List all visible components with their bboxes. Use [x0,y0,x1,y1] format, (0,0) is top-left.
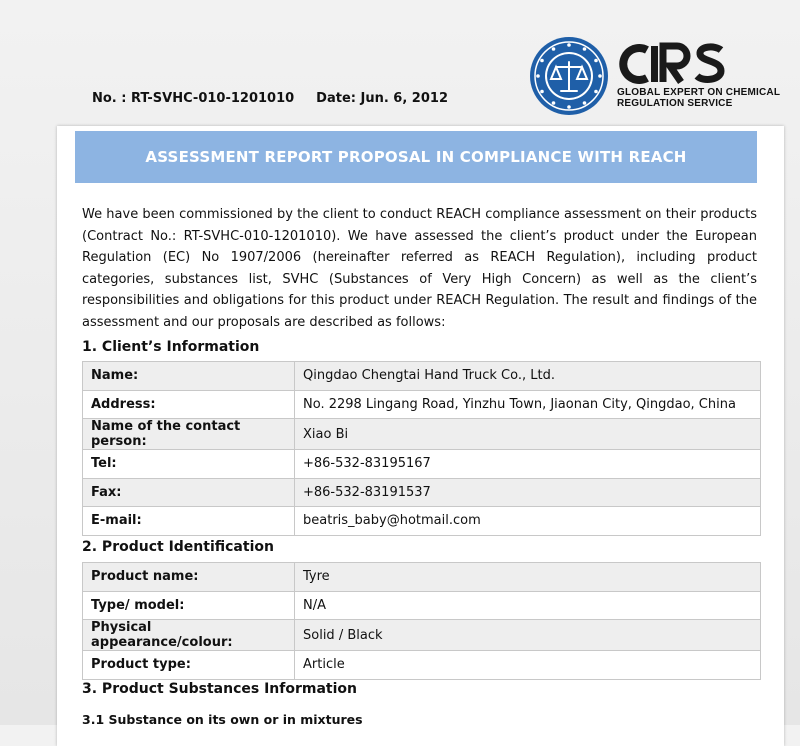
row-value: Article [295,651,761,680]
substances-subheading: 3.1 Substance on its own or in mixtures [82,712,363,727]
table-row [83,419,761,450]
table-row [83,651,761,680]
document-date: Date: Jun. 6, 2012 [316,91,448,106]
client-info-table [82,361,761,536]
substances-section-heading: 3. Product Substances Information [82,681,357,697]
scales-seal-icon [529,36,609,116]
table-row [83,507,761,536]
row-label: Name of the contact person: [83,419,295,450]
report-page [57,126,784,746]
cirs-tagline [617,87,780,109]
row-value: Xiao Bi [295,419,761,450]
table-row [83,591,761,620]
row-value: N/A [295,591,761,620]
row-label: Type/ model: [83,591,295,620]
row-value: No. 2298 Lingang Road, Yinzhu Town, Jiaonan City, Qingdao, China [295,390,761,419]
product-info-table [82,562,761,680]
row-label: E-mail: [83,507,295,536]
row-value: +86-532-83191537 [295,478,761,507]
table-row [83,362,761,391]
row-label: Address: [83,390,295,419]
row-label: Physical appearance/colour: [83,620,295,651]
row-label: Product name: [83,563,295,592]
row-value: Qingdao Chengtai Hand Truck Co., Ltd. [295,362,761,391]
cirs-logo-icon [617,42,729,86]
tagline-line-2: REGULATION SERVICE [617,98,733,109]
row-label: Tel: [83,450,295,479]
row-value: +86-532-83195167 [295,450,761,479]
row-value: Tyre [295,563,761,592]
row-value: Solid / Black [295,620,761,651]
row-label: Product type: [83,651,295,680]
table-row [83,620,761,651]
intro-paragraph: We have been commissioned by the client to conduct REACH compliance assessment on their products (Contract No.: RT-SVHC-010-1201010). We have assessed the client’s product under the European Regulation (EC) No 1907/2006 (hereinafter referred as REACH Regulation), including product categories, substances list, SVHC (Substances of Very High Concern) as well as the client’s responsibilities and obligations for this product under REACH Regulation. The result and findings of the assessment and our proposals are described as follows: [82,207,757,330]
row-label: Name: [83,362,295,391]
row-value: beatris_baby@hotmail.com [295,507,761,536]
table-row [83,450,761,479]
row-label: Fax: [83,478,295,507]
document-reference [92,91,448,106]
table-row [83,563,761,592]
table-row [83,478,761,507]
tagline-line-1: GLOBAL EXPERT ON CHEMICAL [617,87,781,98]
document-number: No. : RT-SVHC-010-1201010 [92,91,295,106]
client-section-heading: 1. Client’s Information [82,339,260,355]
product-section-heading: 2. Product Identification [82,539,274,555]
report-title: ASSESSMENT REPORT PROPOSAL IN COMPLIANCE WITH REACH [75,131,757,183]
document-header [0,0,800,130]
table-row [83,390,761,419]
